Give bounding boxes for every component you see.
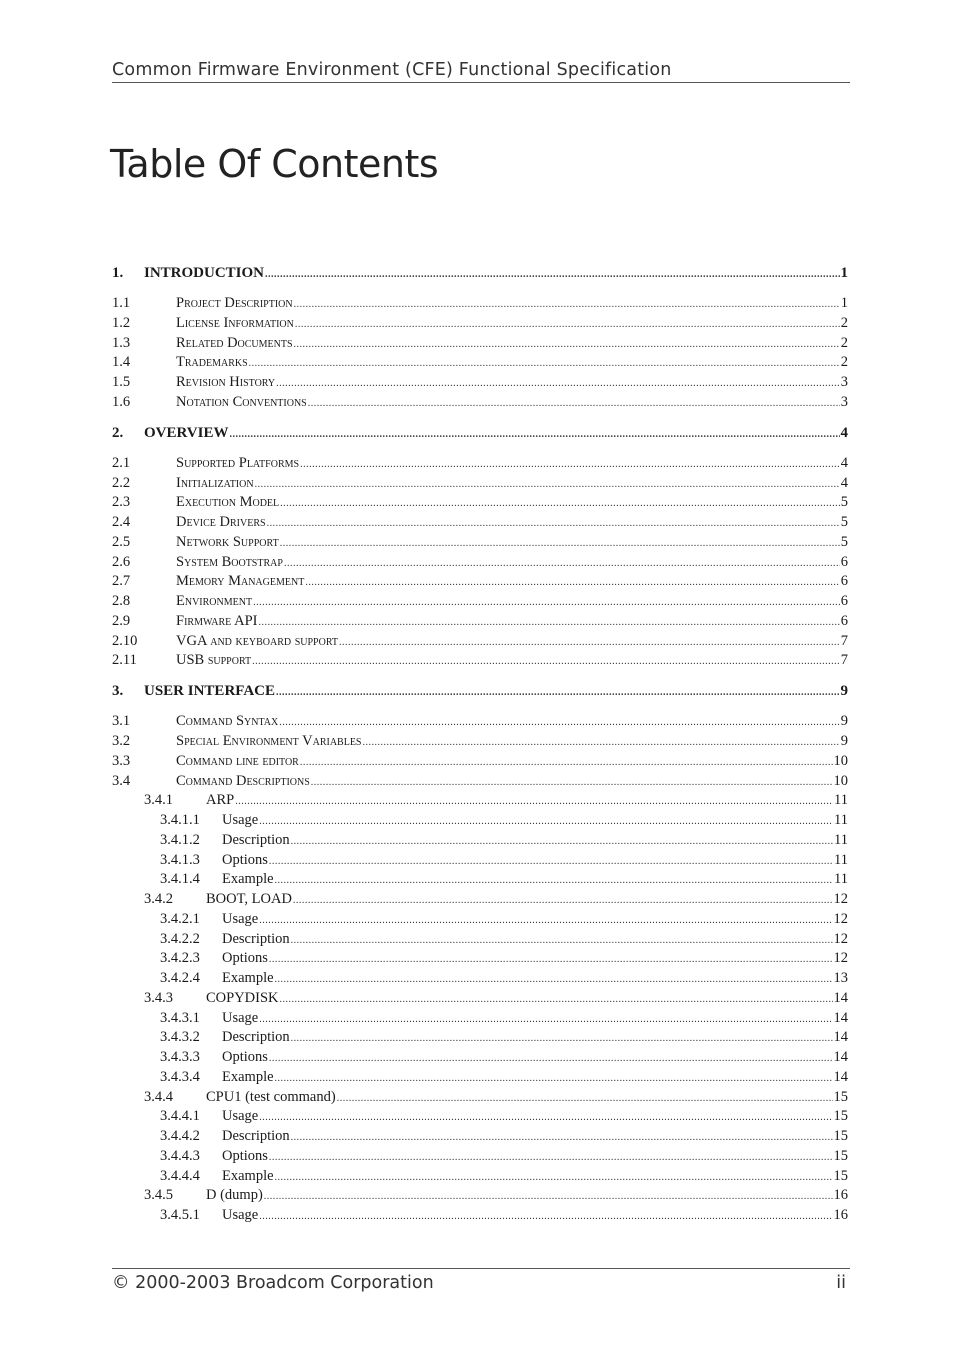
toc-dot-leader [305,572,839,592]
toc-entry-title[interactable]: Environment [176,593,253,609]
toc-entry-number: 3.4.1 [144,792,173,809]
toc-entry[interactable] [112,1048,848,1067]
toc-dot-leader [280,493,840,513]
toc-entry-page[interactable]: 5 [840,494,848,511]
toc-entry[interactable] [112,1107,848,1126]
running-header-title: Common Firmware Environment (CFE) Functional Specification [112,60,672,80]
toc-entry-page[interactable]: 1 [840,295,848,311]
toc-entry-title[interactable]: Execution Model [176,494,280,511]
toc-entry[interactable] [112,811,848,830]
toc-entry[interactable] [112,890,848,909]
toc-entry[interactable] [112,294,848,313]
toc-entry-number: 2.1 [112,454,131,471]
toc-entry-page[interactable]: 6 [840,593,848,609]
toc-dot-leader [265,264,839,284]
toc-entry-title[interactable]: Example [222,871,274,888]
toc-entry-page[interactable]: 12 [833,891,848,907]
toc-entry-number: 2.2 [112,474,131,491]
toc-entry-number: 3.4.4.2 [160,1128,200,1144]
toc-entry-title[interactable]: Notation Conventions [176,393,307,410]
toc-entry-title[interactable]: Usage [222,1009,259,1026]
toc-entry[interactable] [112,682,848,701]
toc-entry-page[interactable]: 5 [840,514,848,530]
toc-entry-title[interactable]: Command Descriptions [176,772,310,789]
toc-entry-title[interactable]: Example [222,1167,274,1184]
toc-entry[interactable] [112,612,848,631]
toc-entry-number: 2.7 [112,573,131,590]
toc-dot-leader [293,890,833,910]
toc-entry-title[interactable]: Example [222,970,274,986]
toc-entry[interactable] [112,969,848,988]
toc-entry-number: 3.4.2.2 [160,930,200,947]
toc-dot-leader [311,772,833,792]
toc-entry-title[interactable]: CPU1 (test command) [206,1088,336,1105]
toc-entry-title[interactable]: VGA and keyboard support [176,632,339,649]
toc-entry[interactable] [112,949,848,968]
toc-entry[interactable] [112,264,848,283]
toc-entry[interactable] [112,851,848,870]
toc-entry-page[interactable]: 10 [833,772,848,789]
toc-entry-number: 2.6 [112,553,131,570]
toc-entry-page[interactable]: 15 [833,1147,848,1164]
toc-entry-number: 3.4.4 [144,1088,173,1105]
toc-entry-page[interactable]: 10 [833,752,848,769]
toc-entry[interactable] [112,493,848,512]
toc-entry-page[interactable]: 9 [840,713,848,730]
toc-entry[interactable] [112,1147,848,1166]
toc-entry-number: 2.9 [112,612,131,629]
toc-dot-leader [259,811,833,831]
toc-entry-title[interactable]: License Information [176,314,294,331]
toc-dot-leader [230,424,840,444]
toc-entry-number: 3.4.1.3 [160,851,200,868]
toc-entry-number: 1.3 [112,334,131,351]
toc-entry[interactable] [112,791,848,810]
toc-entry-number: 3.4.1.1 [160,812,200,828]
toc-entry-title[interactable]: Options [222,851,268,868]
toc-entry-title[interactable]: Supported Platforms [176,454,300,471]
toc-dot-leader [275,870,833,890]
toc-entry-number: 1.5 [112,374,131,390]
toc-entry-number: 3.4.5.1 [160,1207,200,1223]
toc-dot-leader [269,851,833,871]
toc-entry-number: 3.4 [112,772,131,789]
toc-entry[interactable] [112,572,848,591]
toc-entry-page[interactable]: 12 [833,930,848,947]
toc-entry-page[interactable]: 11 [834,812,848,828]
toc-dot-leader [291,930,833,950]
toc-dot-leader [269,949,833,969]
toc-entry-number: 1.1 [112,295,131,311]
toc-entry-number: 3.4.4.4 [160,1167,200,1184]
toc-entry[interactable] [112,910,848,929]
toc-entry-number: 3.4.2 [144,891,173,907]
toc-entry[interactable] [112,314,848,333]
toc-dot-leader [337,1088,833,1108]
toc-entry-title[interactable]: OVERVIEW [144,424,229,441]
toc-entry[interactable] [112,651,848,670]
toc-entry-number: 3.4.4.3 [160,1147,200,1164]
toc-dot-leader [300,752,833,772]
toc-entry[interactable] [112,1009,848,1028]
toc-entry-number: 3.4.3 [144,989,173,1006]
toc-entry-number: 1.6 [112,393,131,410]
toc-entry-number: 2. [112,424,124,441]
toc-entry-page[interactable]: 2 [840,334,848,351]
toc-entry-title[interactable]: Memory Management [176,573,305,590]
toc-dot-leader [259,1009,832,1029]
toc-entry-page[interactable]: 9 [840,683,848,700]
toc-entry-page[interactable]: 12 [833,950,848,967]
toc-entry-number: 3.4.4.1 [160,1108,200,1125]
toc-entry-title[interactable]: Usage [222,910,259,927]
toc-entry-title[interactable]: Usage [222,812,259,828]
toc-heading: Table Of Contents [110,142,439,186]
toc-entry-page[interactable]: 11 [834,871,848,888]
toc-entry-page[interactable]: 12 [833,910,848,927]
toc-entry[interactable] [112,712,848,731]
toc-entry-page[interactable]: 14 [833,1068,848,1085]
toc-entry-title[interactable]: Description [222,831,290,848]
toc-entry-number: 3.4.2.4 [160,970,200,986]
toc-dot-leader [259,910,832,930]
toc-dot-leader [255,474,840,494]
toc-entry-title[interactable]: Description [222,1029,290,1046]
toc-entry-page[interactable]: 4 [840,454,848,471]
toc-dot-leader [235,791,833,811]
toc-entry-title[interactable]: Options [222,950,268,967]
toc-entry-page[interactable]: 6 [840,573,848,590]
toc-entry[interactable] [112,989,848,1008]
toc-entry-title[interactable]: Options [222,1147,268,1164]
toc-entry-number: 1.4 [112,354,131,371]
toc-entry-page[interactable]: 7 [840,652,848,669]
toc-entry-title[interactable]: INTRODUCTION [144,265,265,281]
toc-entry[interactable] [112,831,848,850]
toc-entry-page[interactable]: 13 [833,970,848,986]
toc-entry-title[interactable]: Related Documents [176,334,293,351]
toc-dot-leader [252,651,840,671]
toc-entry-number: 2.5 [112,533,131,550]
toc-entry-page[interactable]: 5 [840,533,848,550]
toc-entry[interactable] [112,373,848,392]
toc-entry-page[interactable]: 4 [840,424,848,441]
toc-entry-number: 3.4.3.2 [160,1029,200,1046]
toc-entry-page[interactable]: 16 [833,1207,848,1223]
page-footer [112,1268,850,1293]
toc-dot-leader [267,513,840,533]
toc-entry-number: 3.4.2.3 [160,950,200,967]
toc-entry-page[interactable]: 11 [834,831,848,848]
toc-entry-page[interactable]: 14 [833,989,848,1006]
toc-entry-number: 2.11 [112,652,137,669]
toc-entry[interactable] [112,1068,848,1087]
toc-entry-number: 2.10 [112,632,138,649]
toc-entry-number: 1. [112,265,124,281]
toc-entry-title[interactable]: Revision History [176,374,276,390]
toc-entry-title[interactable]: USB support [176,652,252,669]
toc-entry-title[interactable]: Usage [222,1207,259,1223]
toc-dot-leader [300,454,840,474]
toc-entry[interactable] [112,454,848,473]
toc-entry-number: 2.4 [112,514,131,530]
toc-dot-leader [291,831,833,851]
toc-dot-leader [280,989,833,1009]
toc-dot-leader [280,533,840,553]
toc-dot-leader [275,1167,833,1187]
footer-copyright: © 2000-2003 Broadcom Corporation [112,1273,434,1293]
toc-entry-title[interactable]: BOOT, LOAD [206,891,292,907]
toc-dot-leader [279,712,840,732]
toc-entry-page[interactable]: 3 [840,374,848,390]
toc-entry[interactable] [112,1088,848,1107]
toc-entry[interactable] [112,592,848,611]
toc-entry-page[interactable]: 7 [840,632,848,649]
toc-entry-number: 1.2 [112,314,131,331]
toc-dot-leader [259,1206,832,1226]
toc-entry-page[interactable]: 16 [833,1187,848,1204]
toc-entry-title[interactable]: System Bootstrap [176,553,283,570]
toc-entry[interactable] [112,870,848,889]
toc-entry-number: 3.3 [112,752,131,769]
toc-entry[interactable] [112,632,848,651]
toc-entry-number: 2.8 [112,593,131,609]
toc-entry[interactable] [112,1206,848,1225]
footer-page-number: ii [836,1273,846,1293]
toc-entry[interactable] [112,353,848,372]
toc-entry-page[interactable]: 9 [840,733,848,749]
toc-entry-number: 3.2 [112,733,131,749]
toc-dot-leader [253,592,840,612]
toc-entry-title[interactable]: ARP [206,792,235,809]
toc-entry-page[interactable]: 15 [833,1167,848,1184]
toc-entry[interactable] [112,1028,848,1047]
toc-entry-page[interactable]: 6 [840,553,848,570]
toc-entry-number: 3.4.5 [144,1187,173,1204]
toc-dot-leader [259,1107,832,1127]
toc-entry-title[interactable]: Device Drivers [176,514,266,530]
toc-entry[interactable] [112,1186,848,1205]
toc-entry-number: 3.4.3.3 [160,1049,200,1065]
toc-entry-title[interactable]: Command line editor [176,752,299,769]
toc-entry-title[interactable]: USER INTERFACE [144,683,275,700]
toc-entry-title[interactable]: Initialization [176,474,254,491]
toc-entry[interactable] [112,930,848,949]
toc-entry-page[interactable]: 11 [834,792,848,809]
toc-entry-page[interactable]: 2 [840,314,848,331]
toc-entry-page[interactable]: 14 [833,1029,848,1046]
toc-entry[interactable] [112,1127,848,1146]
toc-entry-page[interactable]: 14 [833,1049,848,1065]
running-header [112,60,850,83]
toc-dot-leader [291,1127,833,1147]
toc-dot-leader [249,353,840,373]
toc-entry-title[interactable]: Firmware API [176,612,258,629]
toc-entry-page[interactable]: 15 [833,1128,848,1144]
toc-entry-number: 3.4.1.2 [160,831,200,848]
toc-entry[interactable] [112,1167,848,1186]
toc-entry-title[interactable]: Trademarks [176,354,248,371]
toc-entry-page[interactable]: 6 [840,612,848,629]
toc-entry[interactable] [112,393,848,412]
toc-entry-page[interactable]: 2 [840,354,848,371]
toc-entry-title[interactable]: D (dump) [206,1187,263,1204]
toc-dot-leader [258,612,839,632]
toc-entry-title[interactable]: Example [222,1068,274,1085]
toc-entry[interactable] [112,752,848,771]
toc-entry-title[interactable]: Description [222,1128,290,1144]
toc-entry-number: 2.3 [112,494,131,511]
toc-entry-page[interactable]: 14 [833,1009,848,1026]
toc-entry[interactable] [112,513,848,532]
toc-entry[interactable] [112,424,848,443]
toc-entry-number: 3.4.1.4 [160,871,200,888]
toc-entry[interactable] [112,772,848,791]
toc-dot-leader [294,294,840,314]
toc-dot-leader [294,334,840,354]
toc-dot-leader [264,1186,833,1206]
toc-dot-leader [276,373,840,393]
toc-entry[interactable] [112,732,848,751]
toc-entry-title[interactable]: Command Syntax [176,713,279,730]
toc-entry-title[interactable]: Network Support [176,533,279,550]
toc-entry-page[interactable]: 11 [834,851,848,868]
toc-dot-leader [269,1147,833,1167]
toc-dot-leader [276,682,840,702]
toc-dot-leader [269,1048,833,1068]
toc-entry-title[interactable]: Special Environment Variables [176,733,362,749]
toc-entry-number: 3.4.3.4 [160,1068,200,1085]
toc-entry[interactable] [112,334,848,353]
toc-dot-leader [363,732,840,752]
toc-entry-number: 3.4.2.1 [160,910,200,927]
toc-dot-leader [308,393,840,413]
toc-entry-number: 3.4.3.1 [160,1009,200,1026]
toc-entry-title[interactable]: Usage [222,1108,259,1125]
toc-dot-leader [339,632,840,652]
toc-entry[interactable] [112,474,848,493]
toc-entry-title[interactable]: Project Description [176,295,293,311]
toc-entry-page[interactable]: 15 [833,1108,848,1125]
toc-entry-title[interactable]: Options [222,1049,268,1065]
toc-dot-leader [284,553,840,573]
toc-entry-number: 3.1 [112,713,131,730]
toc-dot-leader [275,969,833,989]
toc-dot-leader [275,1068,833,1088]
toc-dot-leader [295,314,840,334]
toc-entry-page[interactable]: 4 [840,474,848,491]
toc-entry[interactable] [112,553,848,572]
toc-entry-page[interactable]: 3 [840,393,848,410]
toc-entry-page[interactable]: 15 [833,1088,848,1105]
toc-entry-page[interactable]: 1 [840,265,848,281]
toc-entry-title[interactable]: Description [222,930,290,947]
toc-entry[interactable] [112,533,848,552]
toc-dot-leader [291,1028,833,1048]
toc-entry-number: 3. [112,683,124,700]
toc-entry-title[interactable]: COPYDISK [206,989,279,1006]
